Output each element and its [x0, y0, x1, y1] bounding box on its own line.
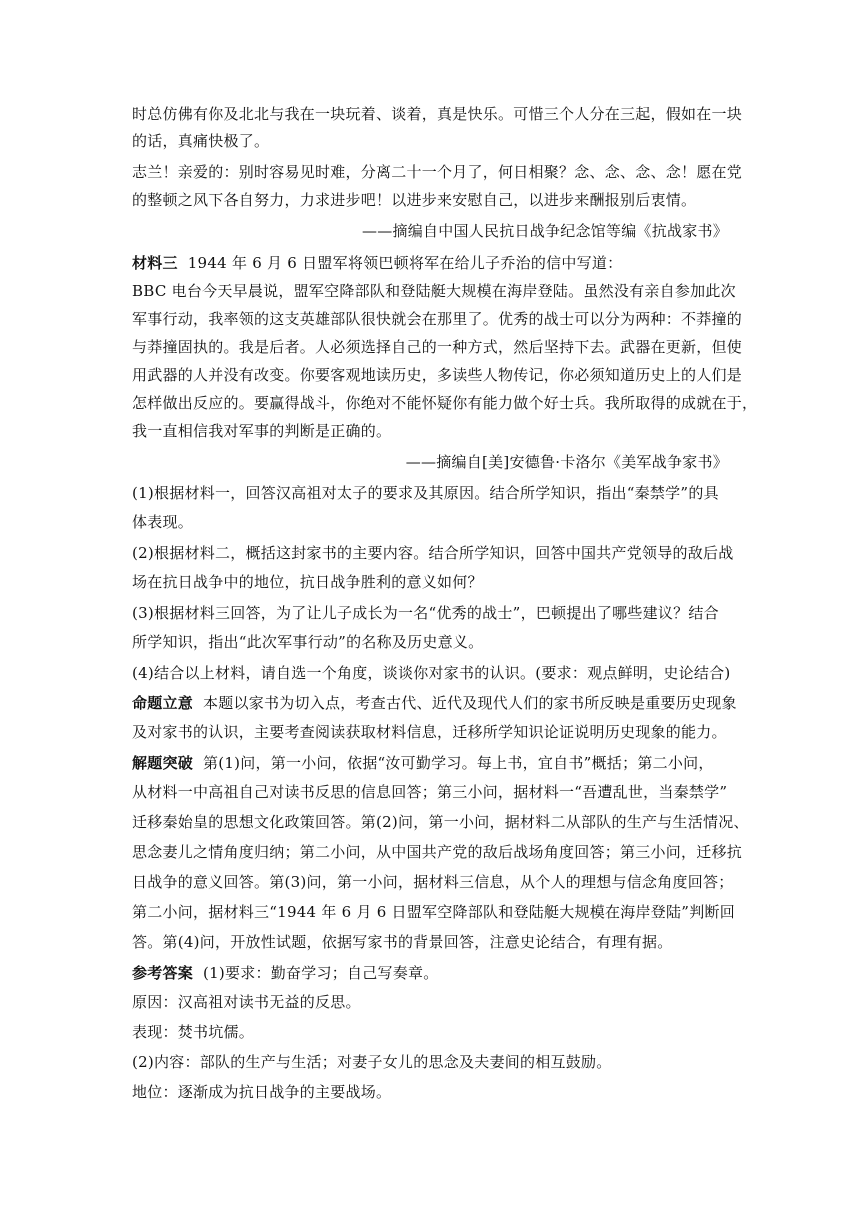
section-text: (1)要求：勤奋学习；自己写奏章。 [203, 964, 439, 982]
text-line: 思念妻儿之情角度归纳；第二小问，从中国共产党的敌后战场角度回答；第三小问，迁移抗 [132, 843, 743, 861]
section-label: 材料三 [132, 254, 178, 272]
answer-line: 地位：逐渐成为抗日战争的主要战场。 [132, 1083, 392, 1101]
question-line: 场在抗日战争中的地位，抗日战争胜利的意义如何？ [132, 573, 483, 591]
text-line: 日战争的意义回答。第(3)问，第一小问，据材料三信息，从个人的理想与信念角度回答； [132, 873, 734, 891]
text-line: 答。第(4)问，开放性试题，依据写家书的背景回答，注意史论结合，有理有据。 [132, 933, 673, 951]
section-text: 1944 年 6 月 6 日盟军将领巴顿将军在给儿子乔治的信中写道： [187, 254, 623, 272]
answer-heading [132, 963, 728, 983]
source-citation: ——摘编自中国人民抗日战争纪念馆等编《抗战家书》 [361, 222, 728, 240]
question-line: (3)根据材料三回答，为了让儿子成长为一名“优秀的战士”，巴顿提出了哪些建议？结合 [132, 604, 719, 622]
solution-heading [132, 753, 728, 773]
text-line: 时总仿佛有你及北北与我在一块玩着、谈着，真是快乐。可惜三个人分在三起，假如在一块 [132, 105, 743, 123]
question-line: (2)根据材料二，概括这封家书的主要内容。结合所学知识，回答中国共产党领导的敌后战 [132, 544, 734, 562]
text-line: 志兰！亲爱的：别时容易见时难，分离二十一个月了，何日相聚？念、念、念、念！愿在党 [132, 163, 743, 181]
text-line: 与莽撞固执的。我是后者。人必须选择自己的一种方式，然后坚持下去。武器在更新，但使 [132, 338, 743, 356]
text-line: 第二小问，据材料三“1944 年 6 月 6 日盟军空降部队和登陆艇大规模在海岸登陆”判断回 [132, 903, 735, 921]
intent-heading [132, 693, 737, 713]
question-line: 体表现。 [132, 513, 194, 531]
text-line: 用武器的人并没有改变。你要客观地读历史，多读些人物传记，你必须知道历史上的人们是 [132, 366, 743, 384]
section-label: 参考答案 [132, 964, 194, 982]
source-citation: ——摘编自[美]安德鲁·卡洛尔《美军战争家书》 [405, 453, 728, 471]
text-line: 及对家书的认识，主要考查阅读获取材料信息，迁移所学知识论证说明历史现象的能力。 [132, 723, 727, 741]
text-line: 我一直相信我对军事的判断是正确的。 [132, 422, 392, 440]
answer-line: 表现：焚书坑儒。 [132, 1023, 255, 1041]
text-line: 军事行动，我率领的这支英雄部队很快就会在那里了。优秀的战士可以分为两种：不莽撞的 [132, 310, 743, 328]
text-line: 的话，真痛快极了。 [132, 132, 270, 150]
text-line: 迁移秦始皇的思想文化政策回答。第(2)问，第一小问，据材料二从部队的生产与生活情况、 [132, 813, 749, 831]
section-text: 第(1)问，第一小问，依据“汝可勤学习。每上书，宜自书”概括；第二小问， [203, 754, 714, 772]
answer-line: 原因：汉高祖对读书无益的反思。 [132, 993, 361, 1011]
question-line: (4)结合以上材料，请自选一个角度，谈谈你对家书的认识。(要求：观点鲜明，史论结合) [132, 664, 731, 682]
section-text: 本题以家书为切入点，考查古代、近代及现代人们的家书所反映是重要历史现象 [203, 694, 737, 712]
section-label: 命题立意 [132, 694, 194, 712]
question-line: 所学知识，指出“此次军事行动”的名称及历史意义。 [132, 633, 484, 651]
text-line: 从材料一中高祖自己对读书反思的信息回答；第三小问，据材料一“吾遭乱世，当秦禁学” [132, 783, 728, 801]
text-line: 怎样做出反应的。要赢得战斗，你绝对不能怀疑你有能力做个好士兵。我所取得的成就在于， [132, 394, 758, 412]
text-line: BBC 电台今天早晨说，盟军空降部队和登陆艇大规模在海岸登陆。虽然没有亲自参加此次 [132, 282, 736, 300]
answer-line: (2)内容：部队的生产与生活；对妻子女儿的思念及夫妻间的相互鼓励。 [132, 1053, 612, 1071]
question-line: (1)根据材料一，回答汉高祖对太子的要求及其原因。结合所学知识，指出“秦禁学”的具 [132, 484, 719, 502]
text-line: 的整顿之风下各自努力，力求进步吧！以进步来安慰自己，以进步来酬报别后衷情。 [132, 191, 697, 209]
section-label: 解题突破 [132, 754, 194, 772]
material-three-heading [132, 253, 728, 273]
